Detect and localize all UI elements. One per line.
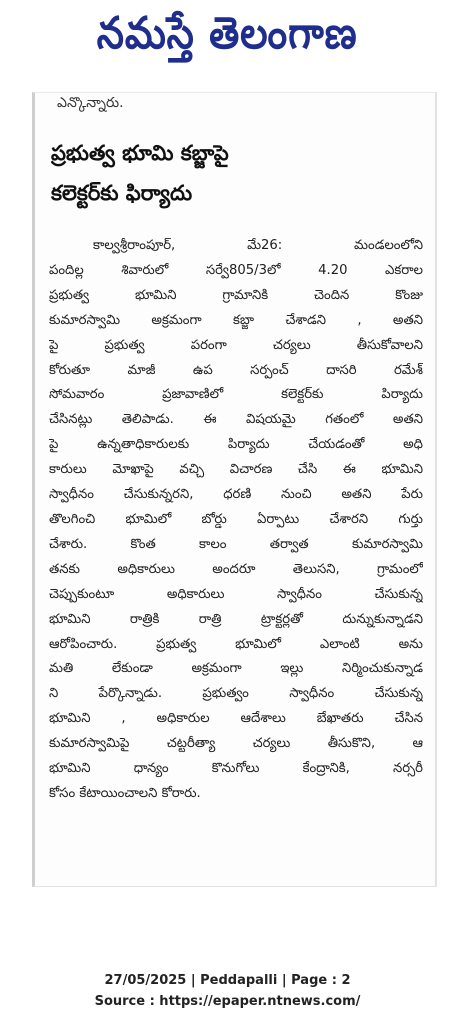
- body-line: కారులు మోఖాపై వచ్చి విచారణ చేసి ఈ భూమిని: [49, 462, 423, 478]
- masthead: [0, 0, 455, 78]
- headline-line: కలెక్టర్‌కు ఫిర్యాదు: [51, 181, 193, 205]
- body-line: ని పేర్కొన్నాడు. ప్రభుత్వం స్వాధీనం చేసుకున్న: [49, 686, 423, 702]
- page-footer: [0, 970, 455, 1012]
- news-clipping: [32, 92, 437, 887]
- body-line: కోరుతూ మాజీ ఉప సర్పంచ్ దాసరి రమేశ్: [49, 362, 423, 378]
- article-headline: [51, 133, 421, 213]
- footer-source-line[interactable]: Source : https://epaper.ntnews.com/: [94, 994, 361, 1009]
- masthead-logo: నమస్తే తెలంగాణ: [97, 8, 358, 59]
- body-line: కాల్వశ్రీరాంపూర్, మే26: మండలంలోని: [93, 238, 423, 253]
- body-line: చేశారు. కొంత కాలం తర్వాత కుమారస్వామి: [49, 536, 423, 552]
- body-line: చేసినట్లు తెలిపాడు. ఈ విషయమై గతంలో అతని: [49, 412, 423, 428]
- body-line: పై ఉన్నతాధికారులకు పిర్యాదు చేయడంతో అధి: [49, 437, 423, 453]
- body-line: సోమవారం ప్రజావాణిలో కలెక్టర్‌కు పిర్యాదు: [49, 387, 423, 403]
- body-line: తనకు అధికారులు అందరూ తెలుసని, గ్రామంలో: [49, 561, 423, 577]
- article-body: [49, 234, 423, 807]
- body-line: ప్రభుత్వ భూమిని గ్రామానికి చెందిన కొంజు: [49, 287, 423, 303]
- body-line: కుమారస్వామి అక్రమంగా కబ్జా చేశాడని , అతని: [49, 312, 423, 328]
- body-line: ఆరోపించారు. ప్రభుత్వ భూమిలో ఎలాంటి అను: [49, 636, 423, 652]
- body-line: భూమిని రాత్రికి రాత్రి ట్రాక్టర్లతో దున్నుకున్నాడని: [49, 611, 423, 627]
- body-line: భూమిని , అధికారుల ఆదేశాలు బేఖాతరు చేసిన: [49, 711, 423, 727]
- headline-line: ప్రభుత్వ భూమి కబ్జాపై: [51, 141, 229, 165]
- footer-date-line: 27/05/2025 | Peddapalli | Page : 2: [104, 973, 351, 988]
- body-line: పై ప్రభుత్వ పరంగా చర్యలు తీసుకోవాలని: [49, 337, 423, 353]
- body-line: స్వాధీనం చేసుకున్నరని, ధరణి నుంచి అతని పేరు: [49, 487, 423, 503]
- body-line: కోసం కేటాయించాలని కోరారు.: [49, 785, 201, 801]
- body-line: మతి లేకుండా అక్రమంగా ఇల్లు నిర్మించుకున్నాడ: [49, 661, 423, 677]
- body-line: చెప్పుకుంటూ అధికారులు స్వాధీనం చేసుకున్న: [49, 586, 423, 602]
- body-line: కుమారస్వామిపై చట్టరీత్యా చర్యలు తీసుకొని, ఆ: [49, 736, 423, 752]
- body-line: భూమిని ధాన్యం కొనుగోలు కేంద్రానికి, నర్సరీ: [49, 761, 423, 777]
- previous-article-fragment: ఎన్కొన్నారు.: [57, 95, 124, 111]
- body-line: తొలగించి భూమిలో బోర్డు ఏర్పాటు చేశారని గుర్తు: [49, 511, 423, 527]
- body-line: పందిల్ల శివారులో సర్వే805/3లో 4.20 ఎకరాల: [49, 262, 423, 278]
